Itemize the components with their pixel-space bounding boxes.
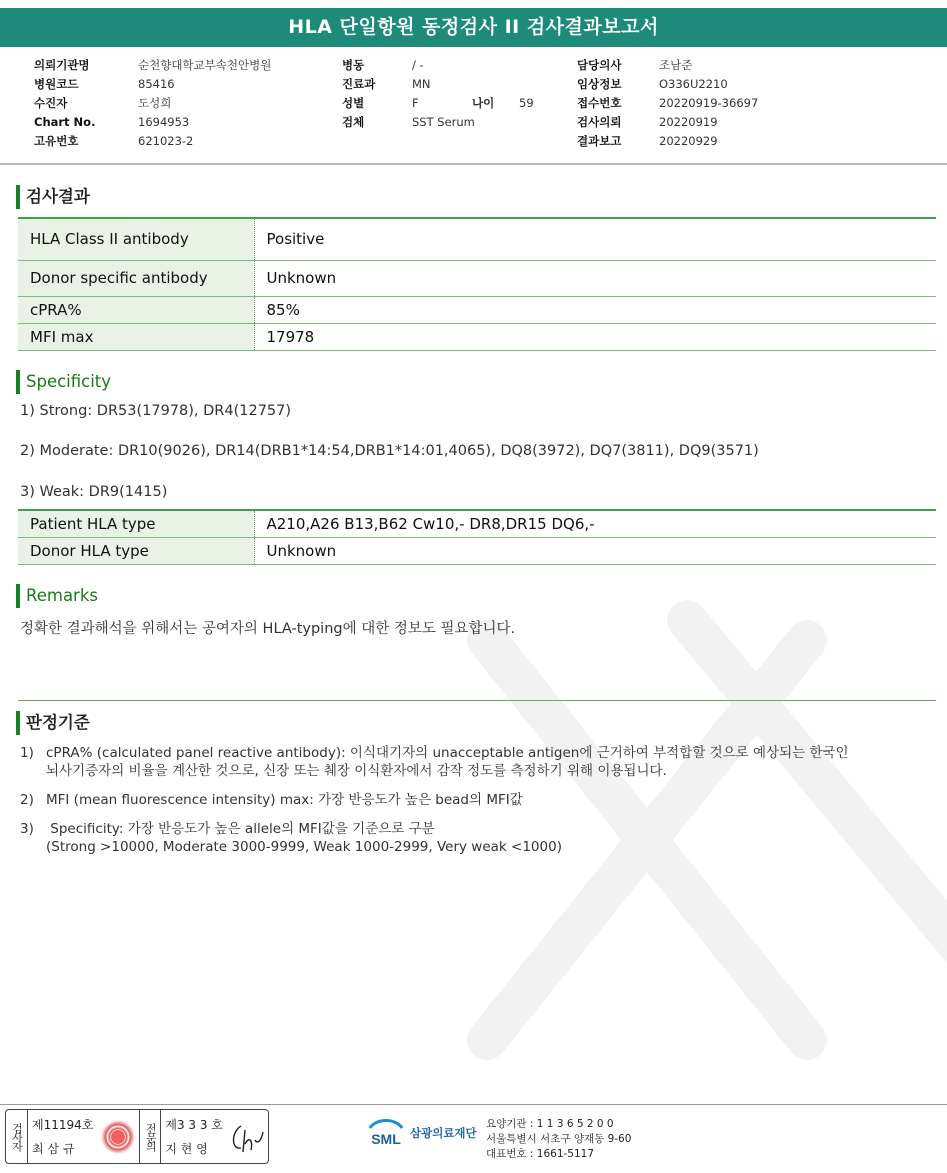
info-row — [342, 112, 534, 131]
info-label: 진료과 — [342, 76, 376, 91]
info-row — [577, 112, 758, 131]
patient-info — [0, 55, 947, 165]
examiner-name: 최 삼 규 — [32, 1142, 75, 1156]
remarks-heading: Remarks — [16, 584, 98, 608]
sml-logo — [366, 1116, 477, 1150]
info-value: 20220919 — [659, 114, 718, 129]
hla-value: Unknown — [266, 541, 337, 560]
info-label: 수진자 — [34, 95, 68, 110]
info-value: F — [412, 95, 419, 110]
info-row — [577, 131, 758, 150]
info-column-2 — [342, 55, 534, 131]
criteria-item — [20, 744, 849, 780]
criteria-number: 2) — [20, 792, 34, 808]
info-label: 병원코드 — [34, 76, 79, 91]
signature-box — [5, 1109, 269, 1164]
criteria-line: 뇌사기증자의 비율을 계산한 것으로, 신장 또는 췌장 이식환자에서 감작 정도를 측정하기 위해 이용됩니다. — [46, 763, 667, 779]
info-value: MN — [412, 76, 431, 91]
info-row — [34, 131, 271, 150]
info-value: O336U2210 — [659, 76, 728, 91]
result-value: 17978 — [266, 327, 315, 346]
info-value: 20220929 — [659, 133, 718, 148]
info-label: 의뢰기관명 — [34, 57, 90, 72]
criteria-number: 1) — [20, 745, 34, 761]
table-row — [18, 510, 936, 537]
criteria-item — [20, 791, 523, 809]
footer-divider — [0, 1104, 947, 1105]
org-name: 삼광의료재단 — [410, 1126, 477, 1140]
specificity-moderate: 2) Moderate: DR10(9026), DR14(DRB1*14:54,DRB1*14:01,4065), DQ8(3972), DQ7(3811), DQ9(3571) — [20, 443, 759, 459]
examiner-label: 검사자 — [6, 1110, 28, 1163]
info-label: 검체 — [342, 114, 365, 129]
info-label-age: 나이 — [472, 95, 495, 110]
info-value: 순천향대학교부속천안병원 — [138, 57, 272, 72]
table-row — [18, 218, 936, 260]
criteria-line: cPRA% (calculated panel reactive antibody): 이식대기자의 unacceptable antigen에 근거하여 부적합할 것으로 예상되는 한국인 — [46, 745, 849, 761]
info-label: Chart No. — [34, 114, 96, 129]
table-row — [18, 323, 936, 350]
results-heading: 검사결과 — [16, 185, 90, 209]
confirmer-info — [161, 1110, 227, 1163]
hla-key: Donor HLA type — [18, 537, 254, 564]
result-key: MFI max — [18, 323, 254, 350]
examiner-info — [28, 1110, 97, 1163]
info-label: 결과보고 — [577, 133, 622, 148]
info-value: / - — [412, 57, 424, 72]
info-row — [34, 112, 271, 131]
info-label: 담당의사 — [577, 57, 622, 72]
info-row — [34, 55, 271, 74]
criteria-line: (Strong >10000, Moderate 3000-9999, Weak 1000-2999, Very weak <1000) — [46, 839, 562, 855]
table-row — [18, 260, 936, 296]
info-label: 성별 — [342, 95, 365, 110]
result-key: Donor specific antibody — [18, 260, 254, 296]
table-row — [18, 296, 936, 323]
info-row — [342, 55, 534, 74]
sml-logo-text: SML — [371, 1131, 401, 1147]
info-row — [34, 74, 271, 93]
criteria-line: Specificity: 가장 반응도가 높은 allele의 MFI값을 기준으로 구분 — [46, 821, 435, 837]
info-value: 1694953 — [138, 114, 190, 129]
info-row — [34, 93, 271, 112]
official-seal-icon — [101, 1120, 135, 1154]
criteria-number: 3) — [20, 821, 34, 837]
org-code: 요양기관 : 1 1 3 6 5 2 0 0 — [486, 1118, 614, 1130]
org-phone: 대표번호 : 1661-5117 — [486, 1148, 595, 1160]
confirmer-number: 제3 3 3 호 — [165, 1118, 223, 1132]
info-value: 도성희 — [138, 95, 172, 110]
org-address: 서울특별시 서초구 양재동 9-60 — [486, 1133, 632, 1145]
result-key: cPRA% — [18, 296, 254, 323]
remarks-text: 정확한 결과해석을 위해서는 공여자의 HLA-typing에 대한 정보도 필요합니다. — [20, 621, 516, 637]
result-value: 85% — [266, 300, 300, 319]
specificity-heading: Specificity — [16, 370, 111, 394]
info-label: 접수번호 — [577, 95, 622, 110]
info-label: 병동 — [342, 57, 365, 72]
table-row — [18, 537, 936, 564]
divider — [18, 700, 936, 701]
criteria-item — [20, 820, 562, 856]
signature-icon — [227, 1118, 267, 1158]
info-value: 20220919-36697 — [659, 95, 759, 110]
info-value: SST Serum — [412, 114, 475, 129]
info-row — [342, 74, 534, 93]
info-label: 임상정보 — [577, 76, 622, 91]
info-value-age: 59 — [519, 95, 534, 110]
info-row — [577, 74, 758, 93]
result-key: HLA Class II antibody — [18, 218, 254, 260]
result-value: Unknown — [266, 269, 337, 287]
results-table — [18, 217, 936, 351]
org-info — [486, 1117, 631, 1162]
confirmer-name: 지 현 영 — [165, 1142, 208, 1156]
specificity-weak: 3) Weak: DR9(1415) — [20, 484, 168, 500]
info-row — [577, 93, 758, 112]
examiner-number: 제11194호 — [32, 1118, 94, 1132]
result-value: Positive — [266, 230, 325, 249]
info-label: 검사의뢰 — [577, 114, 622, 129]
hla-key: Patient HLA type — [18, 510, 254, 537]
info-value: 621023-2 — [138, 133, 194, 148]
criteria-line: MFI (mean fluorescence intensity) max: 가장 반응도가 높은 bead의 MFI값 — [46, 792, 523, 808]
info-row — [342, 93, 534, 112]
info-value: 조남준 — [659, 57, 693, 72]
info-column-3 — [577, 55, 758, 150]
report-title: HLA 단일항원 동정검사 II 검사결과보고서 — [0, 8, 947, 47]
hla-value: A210,A26 B13,B62 Cw10,- DR8,DR15 DQ6,- — [266, 514, 595, 533]
info-column-1 — [34, 55, 271, 150]
specificity-strong: 1) Strong: DR53(17978), DR4(12757) — [20, 403, 292, 419]
info-label: 고유번호 — [34, 133, 79, 148]
confirmer-label: 전문의 — [139, 1110, 161, 1163]
criteria-heading: 판정기준 — [16, 711, 90, 735]
sml-logo-icon — [366, 1116, 406, 1150]
info-value: 85416 — [138, 76, 175, 91]
hla-type-table — [18, 509, 936, 565]
info-row — [577, 55, 758, 74]
